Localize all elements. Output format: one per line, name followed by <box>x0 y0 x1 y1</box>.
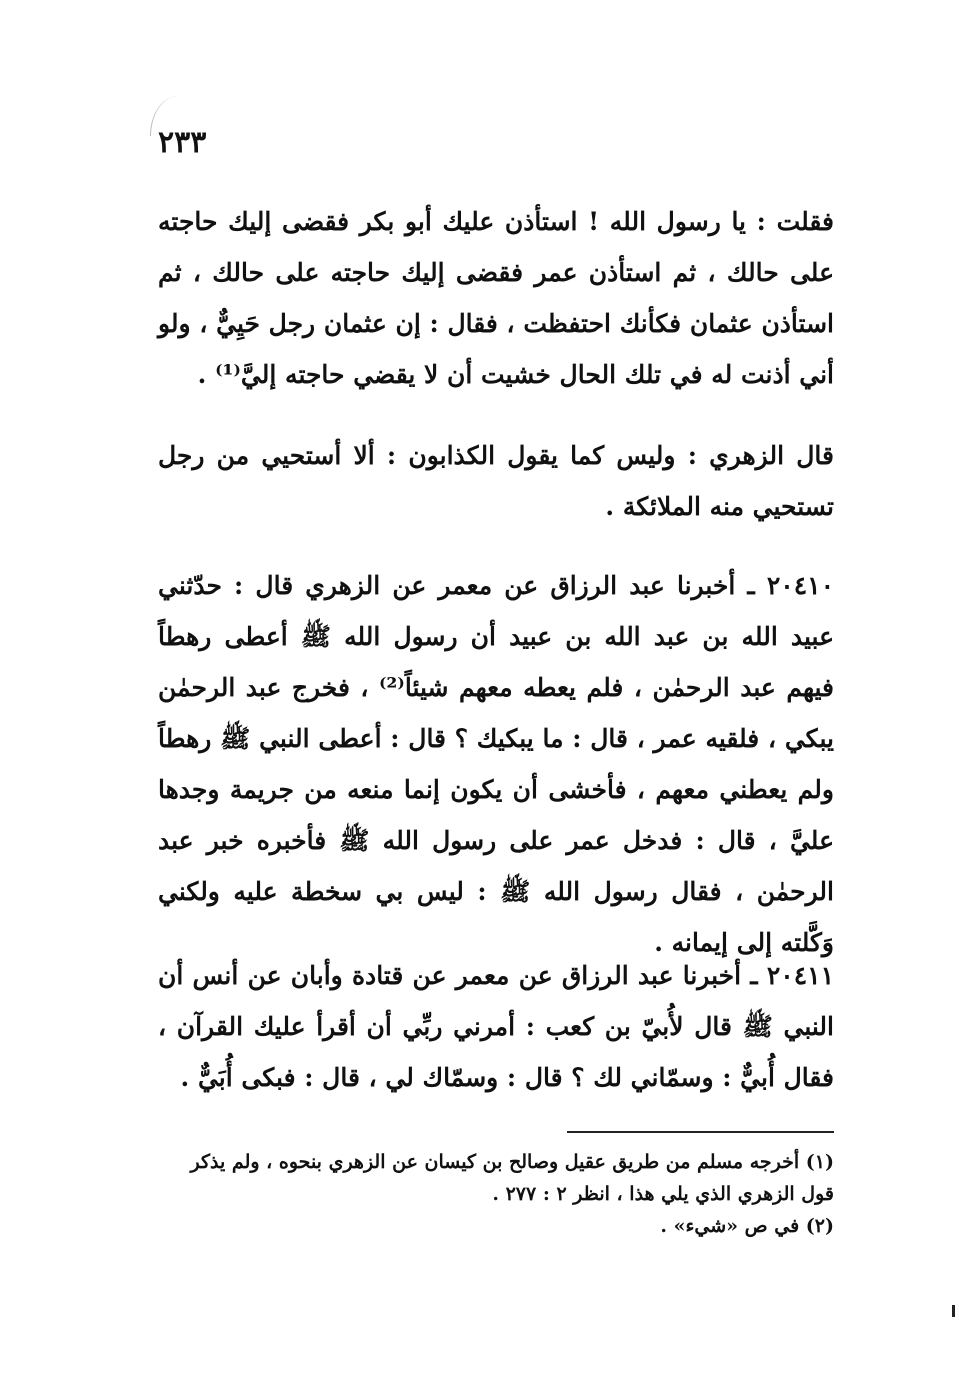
page-number: ٢٣٣ <box>158 125 207 160</box>
footnotes <box>158 1146 834 1242</box>
paragraph-zuhri-comment: قال الزهري : وليس كما يقول الكذابون : ألا أستحيي من رجل تستحيي منه الملائكة . <box>158 441 834 521</box>
paragraph-hadith-continuation: فقلت : يا رسول الله ! استأذن عليك أبو بكر فقضى إليك حاجته على حالك ، ثم استأذن عمر فقضى إليك حاجته على حالك ، ثم استأذن عثمان فكأنك احتفظت ، فقال : إن عثمان رجل حَيِيٌّ ، ولو أني أذنت له في تلك الحال خشيت أن لا يقضي حاجته إليَّ⁽¹⁾ . <box>158 207 834 389</box>
footnote-2: (٢) في ص «شيء» . <box>660 1215 834 1237</box>
footnote-1: (١) أخرجه مسلم من طريق عقيل وصالح بن كيسان عن الزهري بنحوه ، ولم يذكر قول الزهري الذي يلي هذا ، انظر ٢ : ٢٧٧ . <box>190 1151 834 1205</box>
edge-mark <box>952 1305 955 1317</box>
footnote-divider <box>567 1131 834 1133</box>
paragraph-hadith-20410: ٢٠٤١٠ ـ أخبرنا عبد الرزاق عن معمر عن الزهري قال : حدّثني عبيد الله بن عبد الله بن عبيد أن رسول الله ﷺ أعطى رهطاً فيهم عبد الرحمٰن ، فلم يعطه معهم شيئاً⁽²⁾ ، فخرج عبد الرحمٰن يبكي ، فلقيه عمر ، قال : ما يبكيك ؟ قال : أعطى النبي ﷺ رهطاً ولم يعطني معهم ، فأخشى أن يكون إنما منعه من جريمة وجدها عليَّ ، قال : فدخل عمر على رسول الله ﷺ فأخبره خبر عبد الرحمٰن ، فقال رسول الله ﷺ : ليس بي سخطة عليه ولكني وَكَّلته إلى إيمانه . <box>158 571 834 957</box>
paragraph-hadith-20411: ٢٠٤١١ ـ أخبرنا عبد الرزاق عن معمر عن قتادة وأبان عن أنس أن النبي ﷺ قال لأُبيّ بن كعب : أمرني ربِّي أن أقرأ عليك القرآن ، فقال أُبيٌّ : وسمّاني لك ؟ قال : وسمّاك لي ، قال : فبكى أُبَيٌّ . <box>158 961 834 1092</box>
